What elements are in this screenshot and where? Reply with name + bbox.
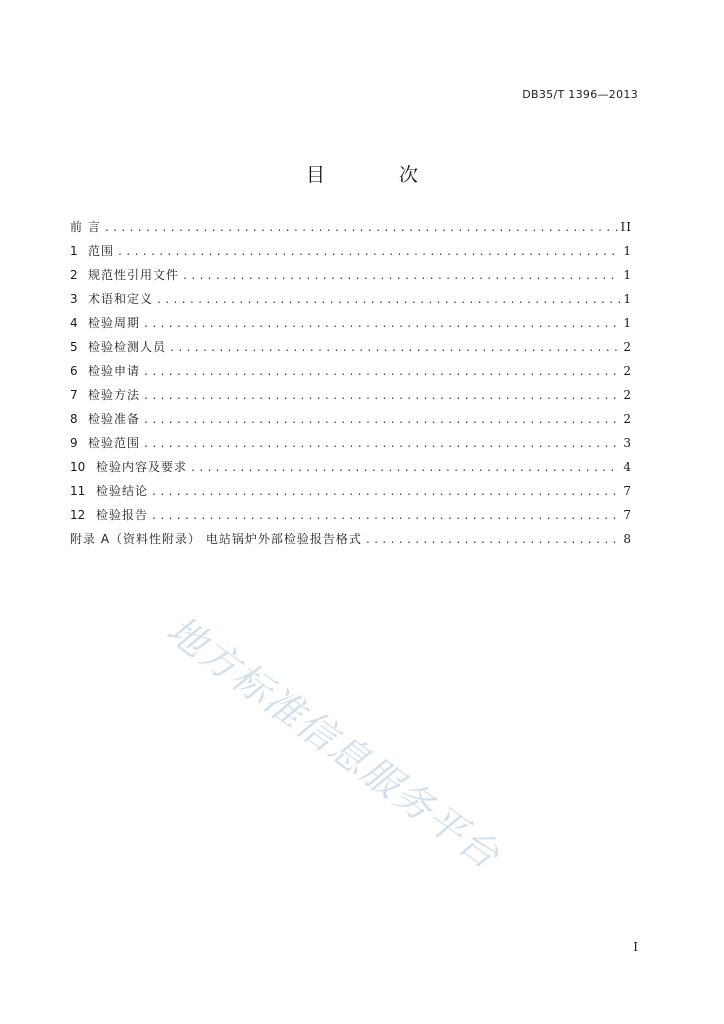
toc-entry-label: 检验内容及要求 [96,460,188,474]
toc-leader-dots [117,241,620,263]
toc-leader-dots [182,265,620,287]
toc-entry-label: 范围 [88,244,115,258]
toc-entry-page: 1 [623,268,632,282]
table-of-contents [70,215,632,551]
toc-leader-dots [365,529,621,551]
toc-entry-label: 规范性引用文件 [88,268,180,282]
toc-entry-number: 6 [70,364,78,378]
toc-entry-page: 2 [623,388,632,402]
toc-entry-label: 附录 A（资料性附录） 电站锅炉外部检验报告格式 [70,532,362,546]
toc-entry-number: 2 [70,268,78,282]
toc-entry-label: 检验申请 [88,364,141,378]
toc-entry-number: 3 [70,292,78,306]
toc-title: 目 次 [305,164,453,186]
toc-entry-page: 3 [623,436,632,450]
toc-leader-dots [151,505,620,527]
toc-entry-appendix-a[interactable] [70,527,632,551]
toc-entry-number: 7 [70,388,78,402]
toc-entry-label: 前 言 [70,220,101,234]
toc-leader-dots [169,337,620,359]
toc-leader-dots [190,457,620,479]
toc-entry-9[interactable] [70,431,632,455]
toc-entry-page: 1 [623,244,632,258]
toc-leader-dots [156,289,620,311]
toc-entry-8[interactable] [70,407,632,431]
toc-entry-page: 2 [623,412,632,426]
toc-entry-page: 2 [623,364,632,378]
toc-entry-number: 10 [70,460,86,474]
toc-entry-label: 检验方法 [88,388,141,402]
toc-entry-number: 9 [70,436,78,450]
toc-entry-number: 11 [70,484,86,498]
toc-entry-page: 4 [623,460,632,474]
toc-entry-number: 1 [70,244,78,258]
toc-entry-label: 检验准备 [88,412,141,426]
toc-entry-5[interactable] [70,335,632,359]
toc-entry-7[interactable] [70,383,632,407]
toc-entry-page: 1 [623,292,632,306]
toc-leader-dots [143,409,620,431]
toc-entry-page: 2 [623,340,632,354]
toc-entry-11[interactable] [70,479,632,503]
toc-entry-page: II [620,220,632,234]
toc-entry-12[interactable] [70,503,632,527]
toc-leader-dots [151,481,620,503]
toc-entry-page: 7 [623,484,632,498]
toc-entry-page: 8 [623,532,632,546]
toc-entry-1[interactable] [70,239,632,263]
watermark-text: 地方标准信息服务平台 [158,607,509,879]
toc-leader-dots [143,385,620,407]
toc-leader-dots [143,313,620,335]
toc-entry-number: 4 [70,316,78,330]
toc-entry-label: 检验报告 [96,508,149,522]
toc-entry-number: 5 [70,340,78,354]
toc-entry-label: 检验检测人员 [88,340,167,354]
toc-entry-label: 术语和定义 [88,292,154,306]
toc-entry-10[interactable] [70,455,632,479]
toc-entry-number: 12 [70,508,86,522]
toc-entry-3[interactable] [70,287,632,311]
toc-leader-dots [143,433,620,455]
toc-leader-dots [143,361,620,383]
page-number: I [633,940,638,954]
toc-entry-number: 8 [70,412,78,426]
toc-entry-foreword[interactable] [70,215,632,239]
toc-entry-4[interactable] [70,311,632,335]
toc-leader-dots [104,217,618,239]
toc-entry-label: 检验周期 [88,316,141,330]
toc-entry-page: 7 [623,508,632,522]
document-code: DB35/T 1396—2013 [522,88,638,101]
toc-entry-label: 检验结论 [96,484,149,498]
toc-entry-page: 1 [623,316,632,330]
toc-entry-label: 检验范围 [88,436,141,450]
toc-entry-2[interactable] [70,263,632,287]
toc-entry-6[interactable] [70,359,632,383]
